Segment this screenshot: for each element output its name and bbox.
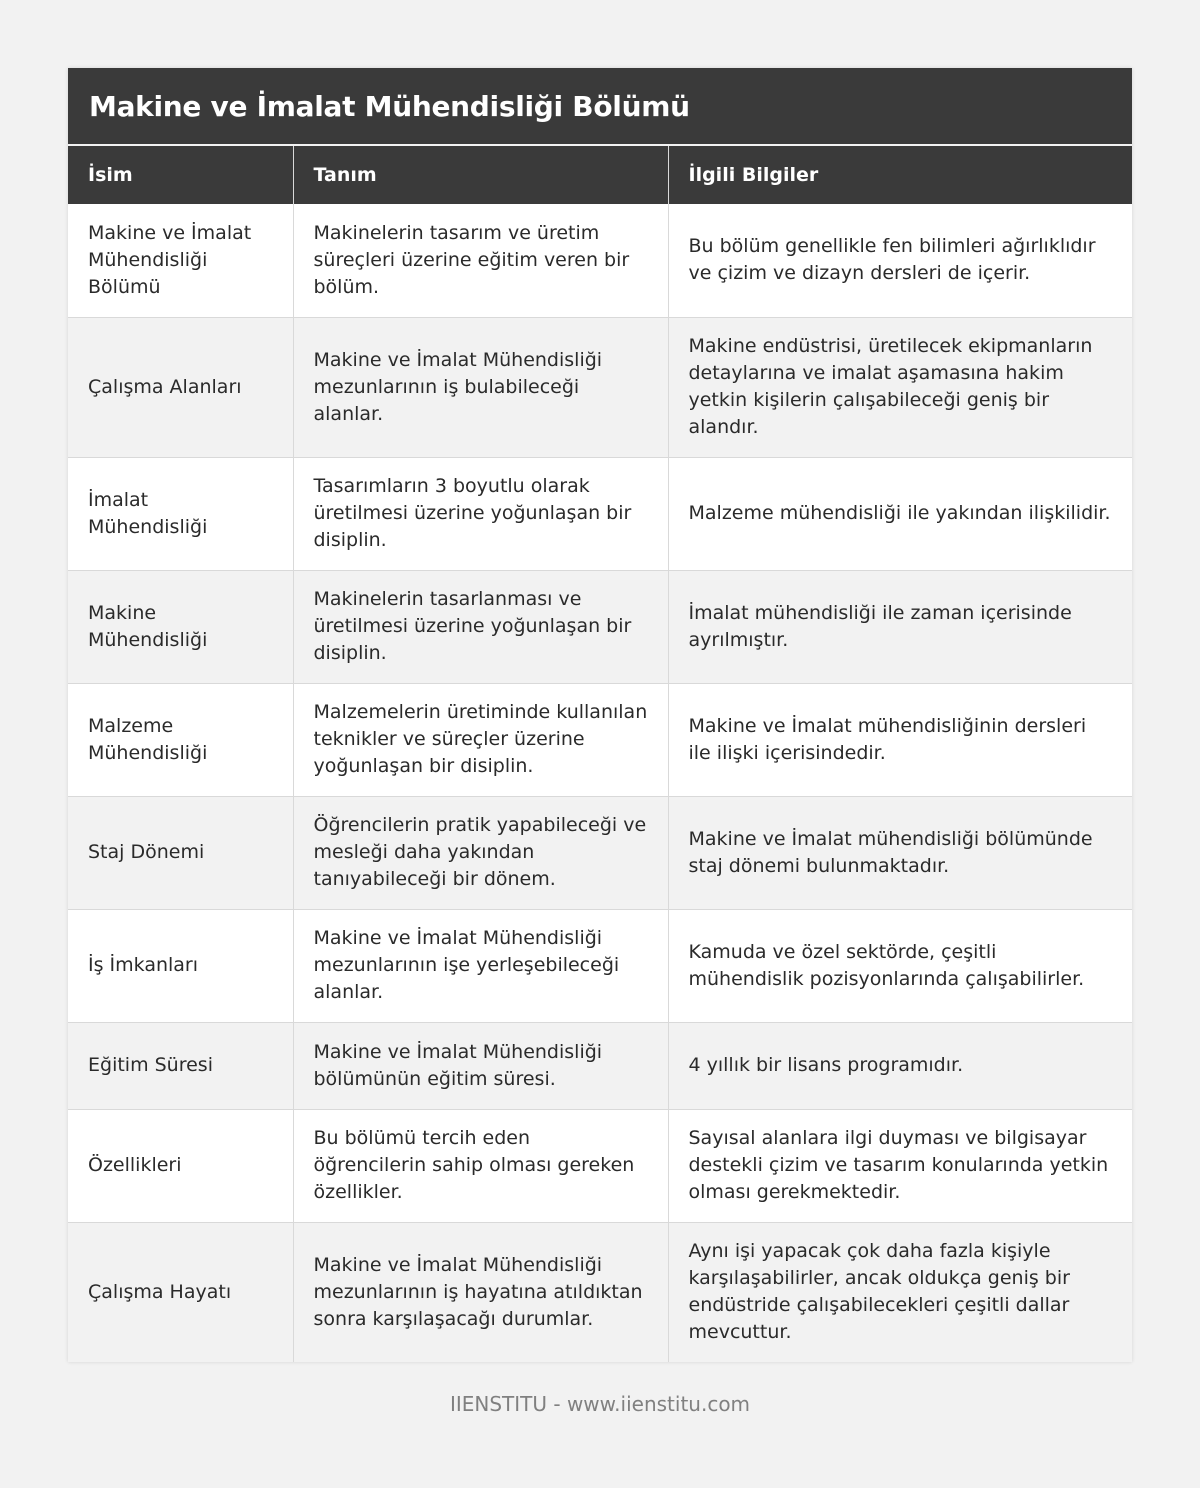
cell-info: Aynı işi yapacak çok daha fazla kişiyle karşılaşabilirler, ancak oldukça geniş bir endüstride çalışabilecekleri çeşitli dallar mevcuttur. <box>668 1222 1132 1362</box>
page-title: Makine ve İmalat Mühendisliği Bölümü <box>68 68 1132 146</box>
cell-definition: Makinelerin tasarım ve üretim süreçleri üzerine eğitim veren bir bölüm. <box>293 204 668 317</box>
column-header-definition: Tanım <box>293 146 668 204</box>
footer-credit: IIENSTITU - www.iienstitu.com <box>449 1392 751 1416</box>
cell-info: Malzeme mühendisliği ile yakından ilişkilidir. <box>668 457 1132 570</box>
column-header-info: İlgili Bilgiler <box>668 146 1132 204</box>
cell-definition: Bu bölümü tercih eden öğrencilerin sahip olması gereken özellikler. <box>293 1109 668 1222</box>
cell-definition: Tasarımların 3 boyutlu olarak üretilmesi üzerine yoğunlaşan bir disiplin. <box>293 457 668 570</box>
cell-name: İş İmkanları <box>68 909 293 1022</box>
cell-name: Makine ve İmalat Mühendisliği Bölümü <box>68 204 293 317</box>
cell-definition: Öğrencilerin pratik yapabileceği ve mesleği daha yakından tanıyabileceği bir dönem. <box>293 796 668 909</box>
info-table <box>68 146 1132 1362</box>
table-row <box>68 1109 1132 1222</box>
cell-name: Çalışma Alanları <box>68 317 293 457</box>
table-header <box>68 146 1132 204</box>
cell-info: Bu bölüm genellikle fen bilimleri ağırlıklıdır ve çizim ve dizayn dersleri de içerir. <box>668 204 1132 317</box>
cell-name: Makine Mühendisliği <box>68 570 293 683</box>
cell-info: İmalat mühendisliği ile zaman içerisinde ayrılmıştır. <box>668 570 1132 683</box>
cell-definition: Makinelerin tasarlanması ve üretilmesi üzerine yoğunlaşan bir disiplin. <box>293 570 668 683</box>
cell-info: Makine ve İmalat mühendisliğinin dersleri ile ilişki içerisindedir. <box>668 683 1132 796</box>
table-row <box>68 204 1132 317</box>
cell-definition: Makine ve İmalat Mühendisliği mezunlarının iş hayatına atıldıktan sonra karşılaşacağı durumlar. <box>293 1222 668 1362</box>
cell-info: Kamuda ve özel sektörde, çeşitli mühendislik pozisyonlarında çalışabilirler. <box>668 909 1132 1022</box>
cell-info: 4 yıllık bir lisans programıdır. <box>668 1022 1132 1109</box>
table-body <box>68 204 1132 1362</box>
cell-name: Eğitim Süresi <box>68 1022 293 1109</box>
cell-info: Makine endüstrisi, üretilecek ekipmanların detaylarına ve imalat aşamasına hakim yetkin kişilerin çalışabileceği geniş bir alandır. <box>668 317 1132 457</box>
column-header-name: İsim <box>68 146 293 204</box>
table-row <box>68 457 1132 570</box>
cell-name: Özellikleri <box>68 1109 293 1222</box>
cell-definition: Makine ve İmalat Mühendisliği mezunlarının işe yerleşebileceği alanlar. <box>293 909 668 1022</box>
cell-name: Malzeme Mühendisliği <box>68 683 293 796</box>
table-row <box>68 909 1132 1022</box>
table-row <box>68 317 1132 457</box>
cell-name: Staj Dönemi <box>68 796 293 909</box>
table-row <box>68 1022 1132 1109</box>
table-row <box>68 1222 1132 1362</box>
cell-definition: Malzemelerin üretiminde kullanılan teknikler ve süreçler üzerine yoğunlaşan bir disiplin. <box>293 683 668 796</box>
cell-info: Sayısal alanlara ilgi duyması ve bilgisayar destekli çizim ve tasarım konularında yetkin olması gerekmektedir. <box>668 1109 1132 1222</box>
cell-definition: Makine ve İmalat Mühendisliği bölümünün eğitim süresi. <box>293 1022 668 1109</box>
table-row <box>68 570 1132 683</box>
cell-info: Makine ve İmalat mühendisliği bölümünde staj dönemi bulunmaktadır. <box>668 796 1132 909</box>
cell-definition: Makine ve İmalat Mühendisliği mezunlarının iş bulabileceği alanlar. <box>293 317 668 457</box>
info-card <box>68 68 1132 1362</box>
table-row <box>68 683 1132 796</box>
cell-name: İmalat Mühendisliği <box>68 457 293 570</box>
cell-name: Çalışma Hayatı <box>68 1222 293 1362</box>
table-row <box>68 796 1132 909</box>
